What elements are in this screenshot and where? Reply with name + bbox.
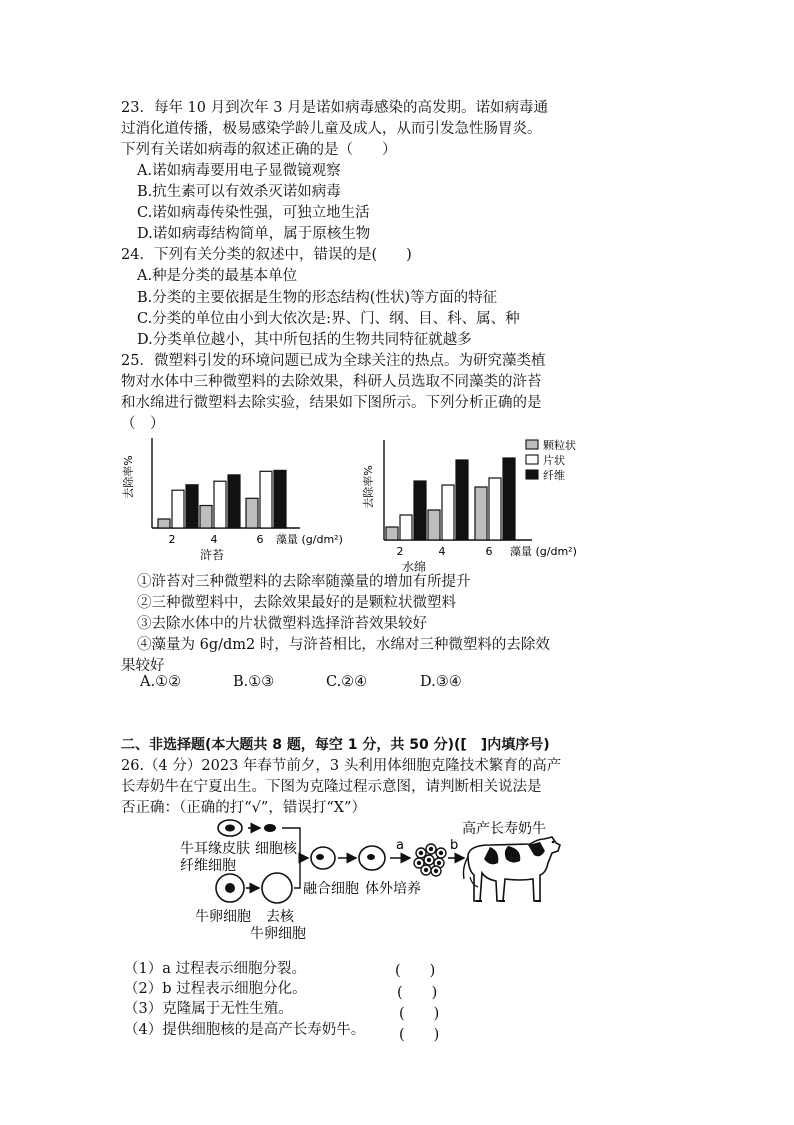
chart-2-bar-2-3 (414, 481, 426, 540)
label-enucleated-1: 去核 (266, 909, 294, 925)
cloning-diagram (0, 815, 794, 940)
q25-stem-line-2: 物对水体中三种微塑料的去除效果，科研人员选取不同藻类的浒苔 (121, 374, 542, 390)
q25-stem-line-1: 25．微塑料引发的环境问题已成为全球关注的热点。为研究藻类植 (121, 353, 546, 369)
chart-2-tick-2: 2 (396, 545, 404, 558)
q23-option-b: B.抗生素可以有效杀灭诺如病毒 (137, 184, 341, 200)
chart-1-ylabel: 去除率% (122, 455, 135, 499)
egg-cell (216, 874, 244, 902)
label-fused: 融合细胞 (303, 881, 359, 897)
label-a: a (396, 838, 404, 853)
q24-option-b: B.分类的主要依据是生物的形态结构(性状)等方面的特征 (137, 290, 498, 306)
q26-item-2: （2）b 过程表示细胞分化。 (124, 981, 307, 997)
chart-1-bar-2-3 (186, 485, 198, 528)
chart-1-bar-4-1 (200, 506, 212, 529)
q23-stem-line-3: 下列有关诺如病毒的叙述正确的是（ ） (121, 142, 397, 158)
q26-item-1-blank[interactable]: ( ) (395, 963, 436, 979)
nucleus (264, 824, 276, 832)
q25-choice-d: D.③④ (420, 674, 462, 690)
chart-1-bar-6-2 (260, 471, 272, 528)
label-fibroblast-1: 牛耳缘皮肤 (180, 841, 250, 857)
legend-label-3: 纤维 (543, 469, 565, 482)
q23-stem-line-1: 23．每年 10 月到次年 3 月是诺如病毒感染的高发期。诺如病毒通 (121, 100, 549, 116)
cow-illustration (464, 837, 561, 901)
fused-cell (311, 847, 335, 869)
q25-charts (0, 432, 794, 572)
q26-item-4: （4）提供细胞核的是高产长寿奶牛。 (124, 1022, 366, 1038)
q26-stem-line-1: 26.（4 分）2023 年春节前夕，3 头利用体细胞克隆技术繁育的高产 (121, 758, 562, 774)
q23-option-a: A.诺如病毒要用电子显微镜观察 (137, 163, 341, 179)
label-cow: 高产长寿奶牛 (462, 821, 546, 837)
chart-1-bar-6-1 (246, 498, 258, 528)
q26-item-3: （3）克隆属于无性生殖。 (124, 1001, 293, 1017)
chart-2-bar-4-3 (456, 460, 468, 540)
chart-1-bar-6-3 (274, 470, 286, 528)
chart-2-title: 水绵 (401, 560, 427, 572)
q25-statement-1: ①浒苔对三种微塑料的去除率随藻量的增加有所提升 (137, 574, 471, 590)
q25-choice-a: A.①② (140, 674, 182, 690)
fibroblast-cell (218, 820, 242, 836)
q24-option-a: A.种是分类的最基本单位 (137, 268, 298, 284)
chart-1-tick-6: 6 (256, 533, 264, 546)
cultured-cell (359, 846, 385, 870)
label-enucleated-2: 牛卵细胞 (250, 926, 306, 940)
chart-2-tick-6: 6 (485, 545, 493, 558)
q24-option-c: C.分类的单位由小到大依次是:界、门、纲、目、科、属、种 (137, 311, 520, 327)
chart-2-tick-4: 4 (438, 545, 446, 558)
chart-2-xlabel: 藻量 (g/dm²) (510, 545, 577, 558)
label-egg: 牛卵细胞 (195, 909, 251, 925)
q26-stem-line-2: 长寿奶牛在宁夏出生。下图为克隆过程示意图，请判断相关说法是 (121, 779, 542, 795)
chart-1-title: 浒苔 (199, 548, 225, 562)
chart-2-bar-2-2 (400, 515, 412, 540)
q25-statement-4-cont: 果较好 (121, 658, 165, 674)
embryo-cluster (414, 844, 446, 876)
label-culture: 体外培养 (365, 881, 421, 897)
q25-choice-c: C.②④ (326, 674, 368, 690)
q24-stem: 24．下列有关分类的叙述中，错误的是( ) (121, 247, 412, 263)
chart-1-bar-4-2 (214, 481, 226, 528)
q24-option-d: D.分类单位越小，其中所包括的生物共同特征就越多 (137, 332, 472, 348)
label-fibroblast-2: 纤维细胞 (180, 858, 236, 874)
label-nucleus: 细胞核 (255, 841, 297, 857)
q26-stem-line-3: 否正确：（正确的打“√”，错误打“X”） (121, 800, 366, 816)
q25-stem-line-4: （ ） (121, 416, 165, 432)
q25-statement-4: ④藻量为 6g/dm2 时，与浒苔相比，水绵对三种微塑料的去除效 (137, 637, 550, 653)
legend-swatch-2 (526, 455, 538, 464)
label-b: b (450, 838, 459, 853)
section-2-heading: 二、非选择题(本大题共 8 题，每空 1 分，共 50 分)([ ]内填序号) (121, 737, 550, 753)
chart-1-tick-4: 4 (210, 533, 218, 546)
q25-statement-2: ②三种微塑料中，去除效果最好的是颗粒状微塑料 (137, 595, 456, 611)
q26-item-1: （1）a 过程表示细胞分裂。 (124, 961, 306, 977)
q26-item-3-blank[interactable]: ( ) (399, 1006, 440, 1022)
chart-1-bar-4-3 (228, 475, 240, 528)
chart-1-bar-2-2 (172, 490, 184, 528)
chart-2-bar-6-3 (503, 458, 515, 540)
q25-choice-b: B.①③ (233, 674, 275, 690)
q23-option-d: D.诺如病毒结构简单，属于原核生物 (137, 226, 371, 242)
legend-label-1: 颗粒状 (543, 439, 576, 452)
chart-1-xlabel: 藻量 (g/dm²) (276, 533, 343, 546)
q26-item-4-blank[interactable]: ( ) (399, 1027, 440, 1043)
q26-item-2-blank[interactable]: ( ) (397, 985, 438, 1001)
chart-2-bar-2-1 (386, 527, 398, 540)
chart-1-tick-2: 2 (168, 533, 176, 546)
q25-stem-line-3: 和水绵进行微塑料去除实验，结果如下图所示。下列分析正确的是 (121, 395, 542, 411)
legend-swatch-3 (526, 470, 538, 479)
chart-2-bar-6-2 (489, 478, 501, 540)
q23-stem-line-2: 过消化道传播，极易感染学龄儿童及成人，从而引发急性肠胃炎。 (121, 121, 542, 137)
chart-2-bar-6-1 (475, 487, 487, 540)
chart-1-bar-2-1 (158, 519, 170, 528)
chart-2-bar-4-2 (442, 485, 454, 540)
chart-2-ylabel: 去除率% (362, 465, 375, 509)
legend-swatch-1 (526, 440, 538, 449)
legend-label-2: 片状 (543, 454, 565, 467)
q25-statement-3: ③去除水体中的片状微塑料选择浒苔效果较好 (137, 616, 427, 632)
enucleated-egg (262, 873, 292, 903)
q23-option-c: C.诺如病毒传染性强，可独立地生活 (137, 205, 370, 221)
chart-2-bar-4-1 (428, 510, 440, 540)
